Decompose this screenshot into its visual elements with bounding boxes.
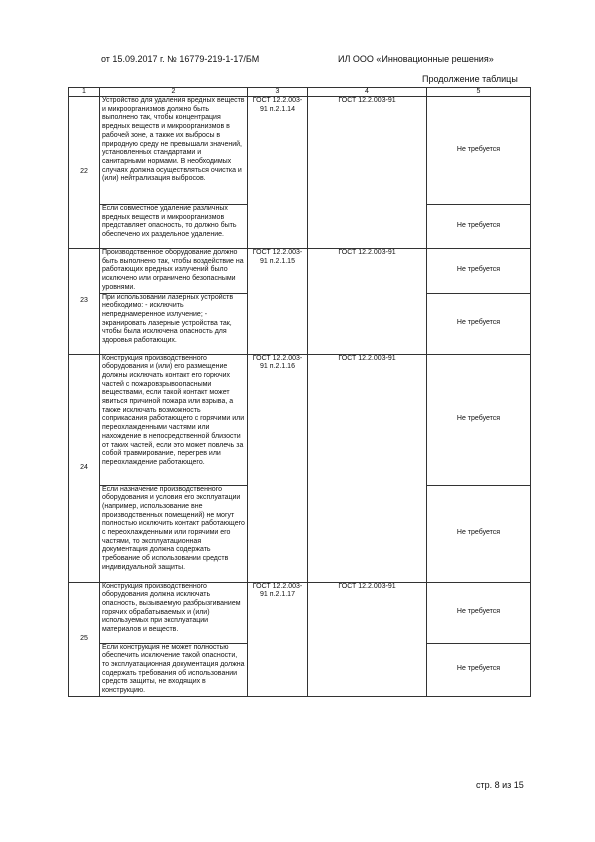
result-cell: Не требуется (427, 485, 531, 582)
requirement-text: Конструкция производственного оборудования должна исключать опасность, вызываемую разбрызгиванием горячих обрабатываемых и (или) используемых при эксплуатации материалов и веществ. (100, 582, 248, 643)
result-cell: Не требуется (427, 293, 531, 354)
item-number: 25 (69, 582, 100, 696)
column-number: 2 (100, 88, 248, 97)
result-cell: Не требуется (427, 249, 531, 294)
item-number: 24 (69, 354, 100, 582)
test-standard: ГОСТ 12.2.003-91 (308, 249, 427, 355)
table-row (69, 249, 531, 294)
table-row (69, 97, 531, 205)
requirements-table (68, 87, 531, 697)
protocol-date-number: от 15.09.2017 г. № 16779-219-1-17/БМ (101, 54, 260, 64)
requirement-text: Если совместное удаление различных вредных веществ и микроорганизмов представляет опасность, то должно быть обеспечено их раздельное удаление. (100, 205, 248, 249)
column-number: 1 (69, 88, 100, 97)
lab-name: ИЛ ООО «Инновационные решения» (338, 54, 494, 64)
column-number: 5 (427, 88, 531, 97)
gost-clause: ГОСТ 12.2.003-91 п.2.1.17 (248, 582, 308, 696)
test-standard: ГОСТ 12.2.003-91 (308, 97, 427, 249)
result-cell: Не требуется (427, 205, 531, 249)
test-standard: ГОСТ 12.2.003-91 (308, 582, 427, 696)
requirement-text: Производственное оборудование должно быть выполнено так, чтобы воздействие на работающих вредных излучений было исключено или ограничено безопасными уровнями. (100, 249, 248, 294)
column-number: 3 (248, 88, 308, 97)
column-number: 4 (308, 88, 427, 97)
requirement-text: Если конструкция не может полностью обеспечить исключение такой опасности, то эксплуатационная документация должна содержать требования об использовании средств защиты, не входящих в конструкцию. (100, 643, 248, 696)
result-cell: Не требуется (427, 97, 531, 205)
requirement-text: При использовании лазерных устройств необходимо: - исключить непреднамеренное излучение; - экранировать лазерные устройства так, чтобы была исключена опасность для здоровья работающих. (100, 293, 248, 354)
gost-clause: ГОСТ 12.2.003-91 п.2.1.16 (248, 354, 308, 582)
requirement-text: Устройство для удаления вредных веществ и микроорганизмов должно быть выполнено так, чтобы концентрация вредных веществ и микроорганизмов в рабочей зоне, а также их выбросы в природную среду не превышали значений, установленных стандартами и санитарными нормами. В необходимых случаях должна осуществляться очистка и (или) нейтрализация выбросов. (100, 97, 248, 205)
table-row (69, 582, 531, 643)
item-number: 23 (69, 249, 100, 355)
column-number-row (69, 88, 531, 97)
result-cell: Не требуется (427, 643, 531, 696)
result-cell: Не требуется (427, 354, 531, 485)
gost-clause: ГОСТ 12.2.003-91 п.2.1.15 (248, 249, 308, 355)
page-number: стр. 8 из 15 (476, 780, 524, 790)
test-standard: ГОСТ 12.2.003-91 (308, 354, 427, 582)
item-number: 22 (69, 97, 100, 249)
requirement-text: Если назначение производственного оборудования и условия его эксплуатации (например, использование вне производственных помещений) не могут полностью исключить контакт работающего с переохлажденными или горячими его частями, то эксплуатационная документация должна содержать требование об использовании средств индивидуальной защиты. (100, 485, 248, 582)
table-row (69, 354, 531, 485)
table-continuation-label: Продолжение таблицы (422, 74, 518, 84)
requirement-text: Конструкция производственного оборудования и (или) его размещение должны исключать контакт его горючих частей с пожаровзрывоопасными веществами, если такой контакт может явиться причиной пожара или взрыва, а также исключать возможность соприкасания работающего с горячими или переохлажденными частями или нахождение в непосредственной близости от таких частей, если это может повлечь за собой травмирование, перегрев или переохлаждение работающего. (100, 354, 248, 485)
gost-clause: ГОСТ 12.2.003-91 п.2.1.14 (248, 97, 308, 249)
result-cell: Не требуется (427, 582, 531, 643)
